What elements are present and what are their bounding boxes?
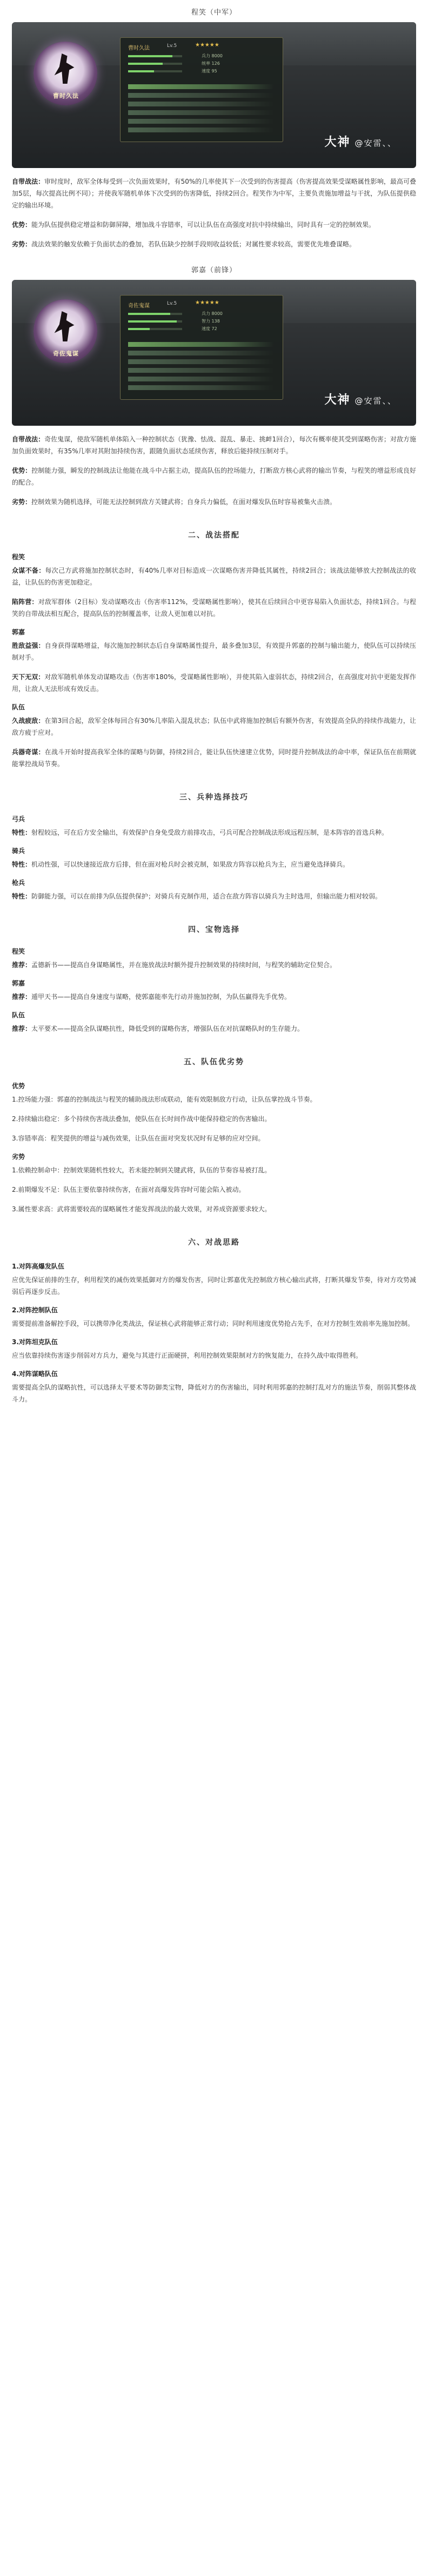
cons-item-2: 2.前期爆发不足：队伍主要依靠持续伤害，在面对高爆发阵容时可能会陷入被动。 [12,1186,245,1193]
section-title-tactics: 二、战法搭配 [188,531,240,540]
watermark-author: @安雷、、 [355,396,397,406]
panel-level: Lv.5 [167,43,177,49]
game-screenshot-2 [12,280,416,426]
panel-stars: ★★★★★ [195,42,219,48]
section-title-guojia: 郭嘉（前锋） [191,266,237,274]
section-title-chengmei: 程笑（中军） [191,9,237,17]
troops-paragraph-3: 特性：防御能力强，可以在前排为队伍提供保护；对骑兵有克制作用，适合在敌方阵容以骑兵为主时选用，但输出能力相对较弱。 [12,893,382,900]
strategy-paragraph-3: 应当依靠持续伤害逐步削弱对方兵力，避免与其进行正面硬拼，利用控制效果限制对方的恢复能力，在持久战中取得胜利。 [12,1352,363,1359]
treasure-head-2: 郭嘉 [12,980,25,987]
tactics-paragraph-2: 陷阵营：对敌军群体（2目标）发动谋略攻击（伤害率112%，受谋略属性影响），使其在后续回合中更容易陷入负面状态，持续1回合。与程笑的自带战法相互配合，提高队伍的控制覆盖率，让敌人更加难以对抗。 [12,598,416,618]
pros-item-3: 3.容错率高：程笑提供的增益与减伤效果，让队伍在面对突发状况时有足够的应对空间。 [12,1135,265,1142]
watermark [324,391,397,407]
panel-stars: ★★★★★ [195,300,219,306]
panel-bar-3 [128,328,182,330]
tactics-paragraph-4: 天下无双：对敌军随机单体发动谋略攻击（伤害率180%，受谋略属性影响），并使其陷入虚弱状态，持续2回合，在高强度对抗中更能发挥作用，让敌人无法形成有效反击。 [12,673,416,693]
general-info-panel [120,37,283,142]
tactics-head-5: 队伍 [12,703,25,711]
pros-item-2: 2.持续输出稳定：多个持续伤害战法叠加，使队伍在长时间作战中能保持稳定的伤害输出。 [12,1115,271,1123]
chengmei-paragraph-1: 自带战法：审时度时，敌军全体每受到一次负面效果时，有50%的几率使其下一次受到的伤害提高（伤害提高效果受谋略属性影响，最高可叠加5层，每次提高比例不同）；并使我军随机单体下次受到的伤害降低，持续2回合。程笑作为中军，主要负责施加增益与干扰，为队伍提供稳定的输出环境。 [12,178,416,209]
troops-head-1: 弓兵 [12,815,25,823]
panel-stat-2: 智力 138 [202,319,220,324]
treasure-paragraph-1: 推荐：孟德新书——提高自身谋略属性，并在施放战法时额外提升控制效果的持续时间，与程笑的辅助定位契合。 [12,961,337,969]
panel-stat-3: 速度 95 [202,69,217,73]
strategy-head-3: 3.对阵坦克队伍 [12,1338,58,1346]
troops-paragraph-1: 特性：射程较远，可在后方安全输出，有效保护自身免受敌方前排攻击，弓兵可配合控制战法形成远程压制，是本阵容的首选兵种。 [12,829,389,836]
chengmei-paragraph-2: 优势：能为队伍提供稳定增益和防御屏障，增加战斗容错率，可以让队伍在高强度对抗中持续输出，同时具有一定的控制效果。 [12,221,376,229]
panel-bar-3 [128,70,182,72]
tactics-head-1: 程笑 [12,553,25,561]
treasure-head-3: 队伍 [12,1011,25,1019]
tactic-badge-label: 曹时久法 [53,92,79,99]
section-title-strategy: 六、对战思路 [188,1238,240,1247]
watermark [324,133,397,150]
panel-stat-2: 统率 126 [202,61,220,66]
watermark-brand: 大神 [324,393,351,407]
panel-general-name: 曹时久法 [128,45,150,51]
tactics-paragraph-5: 久战疲敌：在第3回合起，敌军全体每回合有30%几率陷入混乱状态；队伍中武将施加控制后有额外伤害，有效提高全队的持续作战能力，让敌方疲于应对。 [12,717,416,736]
guojia-paragraph-1: 自带战法：奇佐鬼谋，使敌军随机单体陷入一种控制状态（犹豫、怯战、混乱、暴走、挑衅1回合），每次有概率使其受到谋略伤害；对敌方施加负面效果时，有35%几率对其附加持续伤害，跟随负面状态延续伤害，释放后能持续压制对手。 [12,435,416,455]
panel-bar-1 [128,55,182,57]
guojia-paragraph-2: 优势：控制能力强，瞬发的控制战法让他能在战斗中占据主动，提高队伍的控场能力，打断敌方核心武将的输出节奏，与程笑的增益形成良好的配合。 [12,467,416,486]
strategy-paragraph-1: 应优先保证前排的生存，利用程笑的减伤效果抵御对方的爆发伤害，同时让郭嘉优先控制敌方核心输出武将，打断其爆发节奏，待对方攻势减弱后再逐步反击。 [12,1276,416,1296]
panel-description-rows [128,84,274,136]
tactics-paragraph-3: 胜敌益强：自身获得谋略增益，每次施加控制状态后自身谋略属性提升，最多叠加3层，有效提升郭嘉的控制与输出能力，使队伍可以持续压制对手。 [12,642,416,661]
troops-paragraph-2: 特性：机动性强，可以快速接近敌方后排，但在面对枪兵时会被克制，如果敌方阵容以枪兵为主，应当避免选择骑兵。 [12,861,350,868]
tactics-paragraph-6: 兵器奇谋：在战斗开始时提高我军全体的谋略与防御，持续2回合，能让队伍快速建立优势，同时提升控制战法的命中率，保证队伍在前期就能掌控战局节奏。 [12,748,416,768]
pros-head: 优势 [12,1082,25,1090]
section-title-troops: 三、兵种选择技巧 [179,793,249,802]
tactics-head-3: 郭嘉 [12,628,25,636]
strategy-head-1: 1.对阵高爆发队伍 [12,1263,64,1270]
general-info-panel [120,295,283,400]
panel-bar-2 [128,320,182,323]
strategy-paragraph-2: 需要提前准备解控手段，可以携带净化类战法，保证核心武将能够正常行动；同时利用速度优势抢占先手，在对方控制生效前率先施加控制。 [12,1320,414,1327]
game-screenshot-1 [12,22,416,168]
guojia-paragraph-3: 劣势：控制效果为随机选择，可能无法控制到敌方关键武将；自身兵力偏低，在面对爆发队伍时容易被集火击溃。 [12,498,337,506]
watermark-brand: 大神 [324,136,351,149]
section-title-pros-cons: 五、队伍优劣势 [184,1058,244,1066]
pros-item-1: 1.控场能力强：郭嘉的控制战法与程笑的辅助战法形成联动，能有效限制敌方行动，让队伍掌控战斗节奏。 [12,1096,317,1103]
panel-bar-1 [128,313,182,315]
panel-stat-1: 兵力 8000 [202,53,223,58]
treasure-paragraph-3: 推荐：太平要术——提高全队谋略抗性，降低受到的谋略伤害，增强队伍在对抗谋略队时的生存能力。 [12,1025,304,1032]
treasure-paragraph-2: 推荐：遁甲天书——提高自身速度与谋略，使郭嘉能率先行动并施加控制，为队伍赢得先手优势。 [12,993,291,1001]
cons-item-3: 3.属性要求高：武将需要较高的谋略属性才能发挥战法的最大效果，对养成资源要求较大。 [12,1205,271,1213]
treasure-head-1: 程笑 [12,948,25,955]
section-title-treasure: 四、宝物选择 [188,925,240,934]
chengmei-paragraph-3: 劣势：战法效果的触发依赖于负面状态的叠加，若队伍缺少控制手段则收益较低；对属性要求较高，需要优先堆叠谋略。 [12,240,356,248]
panel-level: Lv.5 [167,301,177,306]
troops-head-2: 骑兵 [12,847,25,855]
panel-stat-1: 兵力 8000 [202,311,223,316]
panel-stat-3: 速度 72 [202,326,217,331]
strategy-head-4: 4.对阵谋略队伍 [12,1370,58,1378]
strategy-head-2: 2.对阵控制队伍 [12,1306,58,1314]
panel-description-rows [128,342,274,394]
strategy-paragraph-4: 需要提高全队的谋略抗性，可以选择太平要术等防御类宝物，降低对方的伤害输出，同时利用郭嘉的控制打乱对方的施法节奏，削弱其整体战斗力。 [12,1384,416,1403]
tactic-badge-label: 奇佐鬼谋 [53,350,79,357]
panel-general-name: 奇佐鬼谋 [128,303,150,309]
watermark-author: @安雷、、 [355,138,397,148]
tactics-paragraph-1: 众谋不备：每次己方武将施加控制状态时，有40%几率对目标造成一次谋略伤害并降低其属性，持续2回合；该战法能够放大控制战法的收益，让队伍的伤害更加稳定。 [12,567,416,586]
panel-bar-2 [128,63,182,65]
cons-item-1: 1.依赖控制命中：控制效果随机性较大，若未能控制到关键武将，队伍的节奏容易被打乱。 [12,1166,271,1174]
troops-head-3: 枪兵 [12,879,25,887]
cons-head: 劣势 [12,1153,25,1160]
